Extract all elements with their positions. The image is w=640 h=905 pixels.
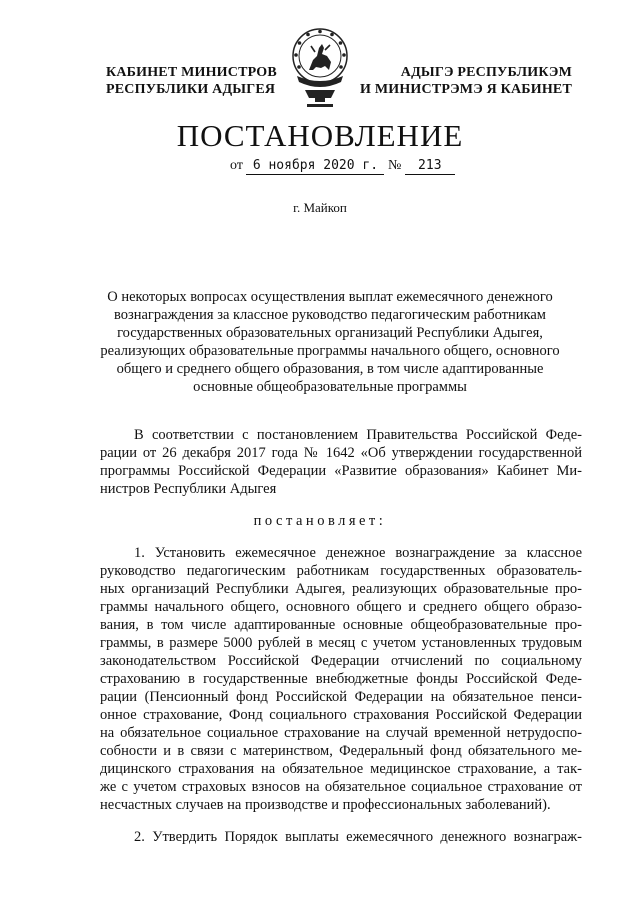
paragraph-line: на обязательное социальное страхование на случай временной нетрудоспо- bbox=[100, 725, 582, 741]
preamble-paragraph bbox=[100, 426, 582, 498]
issuer-name-adyghe bbox=[360, 64, 572, 98]
subject-line: О некоторых вопросах осуществления выплат ежемесячного денежного bbox=[107, 289, 553, 305]
paragraph-line: 1. Установить ежемесячное денежное вознаграждение за классное bbox=[134, 545, 582, 561]
paragraph-line: рации (Пенсионный фонд Российской Федерации на обязательное пенси- bbox=[100, 689, 582, 705]
paragraph-line: программы Российской Федерации «Развитие образования» Кабинет Ми- bbox=[100, 463, 582, 479]
issuer-line: И МИНИСТРЭМЭ Я КАБИНЕТ bbox=[360, 82, 572, 97]
paragraph-line: граммы начального общего, основного общего и среднего общего образо- bbox=[100, 599, 582, 615]
paragraph-line: несчастных случаев на производстве и профессиональных заболеваний). bbox=[100, 797, 551, 813]
subject-line: общего и среднего общего образования, в том числе адаптированные bbox=[116, 361, 544, 377]
paragraph-line: нистров Республики Адыгея bbox=[100, 481, 277, 497]
subject-line: реализующих образовательные программы начального общего, основного bbox=[100, 343, 560, 359]
paragraph-line: законодательством Российской Федерации отчислений по социальному bbox=[100, 653, 582, 669]
issuer-line: КАБИНЕТ МИНИСТРОВ bbox=[106, 65, 277, 80]
issuer-line: РЕСПУБЛИКИ АДЫГЕЯ bbox=[106, 82, 276, 97]
city: г. Майкоп bbox=[293, 200, 347, 215]
document-number: 213 bbox=[418, 158, 442, 173]
date-field bbox=[246, 158, 384, 175]
clause-1 bbox=[100, 544, 582, 814]
paragraph-line: страхованию в государственные внебюджетные фонды Российской Феде- bbox=[100, 671, 582, 687]
clause-2 bbox=[100, 828, 582, 846]
issuer-name-russian bbox=[106, 64, 277, 98]
paragraph-line: же с учетом страховых взносов на обязательное социальное страхование от bbox=[100, 779, 582, 795]
paragraph-line: дицинского страхования на обязательное медицинское страхование, а так- bbox=[100, 761, 582, 777]
number-label: № bbox=[387, 158, 402, 173]
document-title: ПОСТАНОВЛЕНИЕ bbox=[176, 118, 464, 153]
paragraph-line: В соответствии с постановлением Правительства Российской Феде- bbox=[134, 427, 582, 443]
document-subject bbox=[100, 288, 560, 396]
paragraph-line: руководство педагогическим работникам государственных образователь- bbox=[100, 563, 582, 579]
paragraph-line: рации от 26 декабря 2017 года № 1642 «Об утверждении государственной bbox=[100, 445, 582, 461]
decree-word: постановляет: bbox=[253, 513, 387, 529]
paragraph-line: 2. Утвердить Порядок выплаты ежемесячного денежного вознаграж- bbox=[134, 829, 582, 845]
paragraph-line: ных организаций Республики Адыгея, реализующих образовательные про- bbox=[100, 581, 582, 597]
number-field bbox=[405, 158, 455, 175]
paragraph-line: граммы, в размере 5000 рублей в месяц с учетом установленных трудовым bbox=[100, 635, 582, 651]
paragraph-line: собности и в связи с материнством, Федеральный фонд обязательного ме- bbox=[100, 743, 582, 759]
issuer-line: АДЫГЭ РЕСПУБЛИКЭМ bbox=[400, 65, 572, 80]
subject-line: основные общеобразовательные программы bbox=[193, 379, 467, 395]
subject-line: государственных образовательных организаций Республики Адыгея, bbox=[117, 325, 543, 341]
document-date: 6 ноября 2020 г. bbox=[252, 158, 379, 173]
coat-of-arms-icon bbox=[289, 26, 351, 110]
paragraph-line: вания, в том числе адаптированные основные общеобразовательные про- bbox=[100, 617, 582, 633]
subject-line: вознаграждения за классное руководство педагогическим работникам bbox=[114, 307, 546, 323]
paragraph-line: онное страхование, Фонд социального страхования Российской Федерации bbox=[100, 707, 582, 723]
date-prefix: от bbox=[230, 158, 243, 173]
date-number-line bbox=[230, 158, 455, 175]
